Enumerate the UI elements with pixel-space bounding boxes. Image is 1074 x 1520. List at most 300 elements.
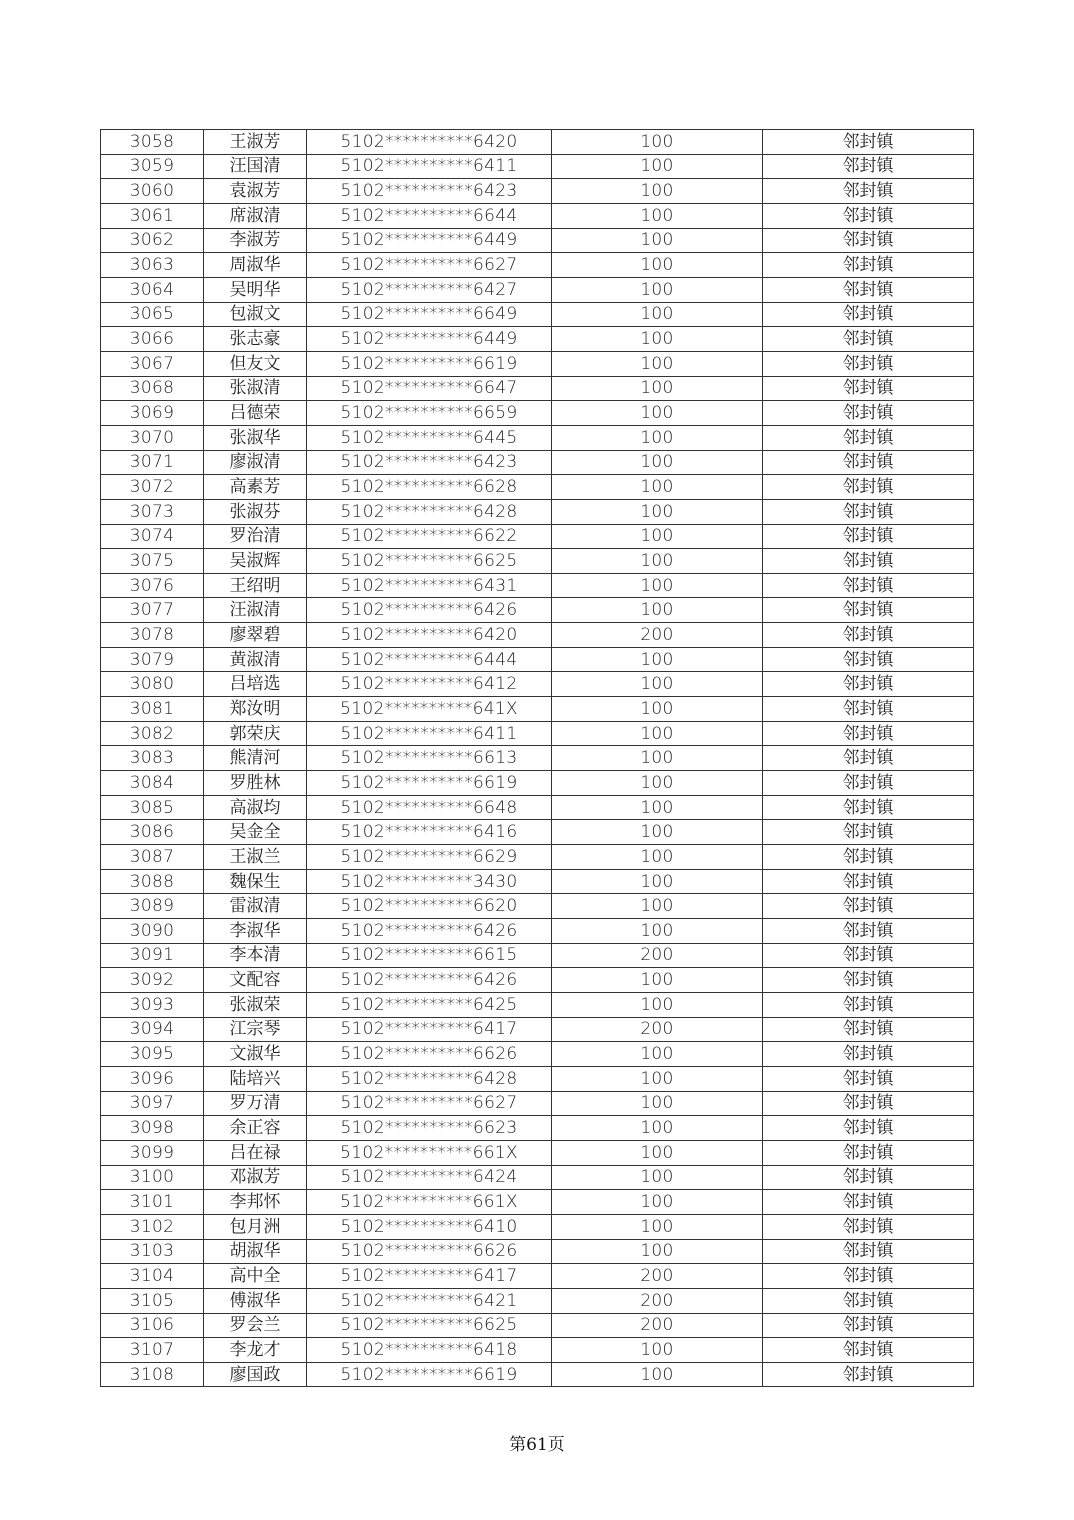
id-number-cell: 5102**********6421 (307, 1288, 552, 1313)
amount-cell: 100 (552, 475, 763, 500)
row-number-cell: 3072 (101, 475, 204, 500)
town-cell: 邻封镇 (763, 203, 974, 228)
town-cell: 邻封镇 (763, 771, 974, 796)
table-row (101, 919, 974, 944)
id-number-cell: 5102**********6410 (307, 1214, 552, 1239)
name-cell: 罗万清 (204, 1091, 307, 1116)
name-cell: 文淑华 (204, 1042, 307, 1067)
name-cell: 吕培选 (204, 672, 307, 697)
id-number-cell: 5102**********6423 (307, 450, 552, 475)
amount-cell: 100 (552, 228, 763, 253)
name-cell: 张志豪 (204, 327, 307, 352)
id-number-cell: 5102**********6644 (307, 203, 552, 228)
town-cell: 邻封镇 (763, 672, 974, 697)
table-row (101, 968, 974, 993)
amount-cell: 100 (552, 154, 763, 179)
amount-cell: 100 (552, 795, 763, 820)
row-number-cell: 3099 (101, 1140, 204, 1165)
amount-cell: 100 (552, 1214, 763, 1239)
row-number-cell: 3068 (101, 376, 204, 401)
amount-cell: 100 (552, 672, 763, 697)
amount-cell: 100 (552, 1042, 763, 1067)
town-cell: 邻封镇 (763, 1362, 974, 1387)
id-number-cell: 5102**********6648 (307, 795, 552, 820)
town-cell: 邻封镇 (763, 179, 974, 204)
amount-cell: 100 (552, 845, 763, 870)
town-cell: 邻封镇 (763, 253, 974, 278)
row-number-cell: 3084 (101, 771, 204, 796)
row-number-cell: 3095 (101, 1042, 204, 1067)
row-number-cell: 3108 (101, 1362, 204, 1387)
name-cell: 吴金全 (204, 820, 307, 845)
table-row (101, 425, 974, 450)
id-number-cell: 5102**********6416 (307, 820, 552, 845)
table-row (101, 154, 974, 179)
name-cell: 罗会兰 (204, 1313, 307, 1338)
name-cell: 李龙才 (204, 1338, 307, 1363)
amount-cell: 100 (552, 869, 763, 894)
name-cell: 李淑华 (204, 919, 307, 944)
row-number-cell: 3094 (101, 1017, 204, 1042)
name-cell: 汪国清 (204, 154, 307, 179)
table-row (101, 1214, 974, 1239)
name-cell: 吕在禄 (204, 1140, 307, 1165)
table-row (101, 1165, 974, 1190)
row-number-cell: 3067 (101, 351, 204, 376)
amount-cell: 100 (552, 968, 763, 993)
name-cell: 王淑兰 (204, 845, 307, 870)
table-row (101, 771, 974, 796)
amount-cell: 200 (552, 1313, 763, 1338)
id-number-cell: 5102**********6418 (307, 1338, 552, 1363)
id-number-cell: 5102**********6431 (307, 573, 552, 598)
id-number-cell: 5102**********6629 (307, 845, 552, 870)
amount-cell: 100 (552, 277, 763, 302)
table-row (101, 1116, 974, 1141)
name-cell: 席淑清 (204, 203, 307, 228)
amount-cell: 100 (552, 598, 763, 623)
table-row (101, 1288, 974, 1313)
id-number-cell: 5102**********6622 (307, 524, 552, 549)
table-row (101, 1042, 974, 1067)
amount-cell: 200 (552, 1017, 763, 1042)
table-row (101, 672, 974, 697)
table-row (101, 327, 974, 352)
id-number-cell: 5102**********6411 (307, 154, 552, 179)
table-row (101, 894, 974, 919)
town-cell: 邻封镇 (763, 499, 974, 524)
amount-cell: 100 (552, 1116, 763, 1141)
name-cell: 邓淑芳 (204, 1165, 307, 1190)
town-cell: 邻封镇 (763, 277, 974, 302)
town-cell: 邻封镇 (763, 894, 974, 919)
id-number-cell: 5102**********6647 (307, 376, 552, 401)
row-number-cell: 3059 (101, 154, 204, 179)
row-number-cell: 3079 (101, 647, 204, 672)
table-row (101, 647, 974, 672)
table-row (101, 943, 974, 968)
name-cell: 袁淑芳 (204, 179, 307, 204)
id-number-cell: 5102**********6425 (307, 992, 552, 1017)
id-number-cell: 5102**********6620 (307, 894, 552, 919)
town-cell: 邻封镇 (763, 623, 974, 648)
name-cell: 罗胜林 (204, 771, 307, 796)
town-cell: 邻封镇 (763, 795, 974, 820)
id-number-cell: 5102**********6659 (307, 401, 552, 426)
amount-cell: 100 (552, 524, 763, 549)
row-number-cell: 3076 (101, 573, 204, 598)
row-number-cell: 3069 (101, 401, 204, 426)
table-row (101, 228, 974, 253)
row-number-cell: 3063 (101, 253, 204, 278)
id-number-cell: 5102**********6427 (307, 277, 552, 302)
amount-cell: 100 (552, 130, 763, 155)
row-number-cell: 3090 (101, 919, 204, 944)
town-cell: 邻封镇 (763, 1214, 974, 1239)
name-cell: 陆培兴 (204, 1066, 307, 1091)
amount-cell: 100 (552, 499, 763, 524)
table-row (101, 746, 974, 771)
amount-cell: 100 (552, 820, 763, 845)
row-number-cell: 3086 (101, 820, 204, 845)
town-cell: 邻封镇 (763, 697, 974, 722)
town-cell: 邻封镇 (763, 721, 974, 746)
table-row (101, 845, 974, 870)
table-row (101, 130, 974, 155)
town-cell: 邻封镇 (763, 425, 974, 450)
amount-cell: 200 (552, 1288, 763, 1313)
name-cell: 魏保生 (204, 869, 307, 894)
name-cell: 包淑文 (204, 302, 307, 327)
row-number-cell: 3058 (101, 130, 204, 155)
town-cell: 邻封镇 (763, 845, 974, 870)
table-row (101, 1066, 974, 1091)
id-number-cell: 5102**********6423 (307, 179, 552, 204)
town-cell: 邻封镇 (763, 1338, 974, 1363)
table-row (101, 1313, 974, 1338)
table-row (101, 721, 974, 746)
name-cell: 张淑清 (204, 376, 307, 401)
amount-cell: 200 (552, 1264, 763, 1289)
amount-cell: 100 (552, 450, 763, 475)
town-cell: 邻封镇 (763, 1288, 974, 1313)
name-cell: 高素芳 (204, 475, 307, 500)
id-number-cell: 5102**********6411 (307, 721, 552, 746)
town-cell: 邻封镇 (763, 919, 974, 944)
id-number-cell: 5102**********6412 (307, 672, 552, 697)
town-cell: 邻封镇 (763, 943, 974, 968)
town-cell: 邻封镇 (763, 820, 974, 845)
amount-cell: 100 (552, 919, 763, 944)
row-number-cell: 3106 (101, 1313, 204, 1338)
name-cell: 廖淑清 (204, 450, 307, 475)
id-number-cell: 5102**********6424 (307, 1165, 552, 1190)
table-row (101, 795, 974, 820)
amount-cell: 100 (552, 302, 763, 327)
amount-cell: 200 (552, 623, 763, 648)
amount-cell: 100 (552, 1091, 763, 1116)
table-row (101, 623, 974, 648)
name-cell: 罗治清 (204, 524, 307, 549)
amount-cell: 100 (552, 894, 763, 919)
amount-cell: 100 (552, 573, 763, 598)
amount-cell: 100 (552, 327, 763, 352)
table-row (101, 1017, 974, 1042)
name-cell: 郭荣庆 (204, 721, 307, 746)
name-cell: 李邦怀 (204, 1190, 307, 1215)
id-number-cell: 5102**********6428 (307, 1066, 552, 1091)
amount-cell: 100 (552, 351, 763, 376)
id-number-cell: 5102**********6623 (307, 1116, 552, 1141)
table-row (101, 992, 974, 1017)
row-number-cell: 3087 (101, 845, 204, 870)
name-cell: 高淑均 (204, 795, 307, 820)
name-cell: 张淑芬 (204, 499, 307, 524)
town-cell: 邻封镇 (763, 992, 974, 1017)
amount-cell: 100 (552, 549, 763, 574)
town-cell: 邻封镇 (763, 549, 974, 574)
row-number-cell: 3070 (101, 425, 204, 450)
town-cell: 邻封镇 (763, 1239, 974, 1264)
amount-cell: 100 (552, 401, 763, 426)
table-row (101, 573, 974, 598)
town-cell: 邻封镇 (763, 1091, 974, 1116)
row-number-cell: 3105 (101, 1288, 204, 1313)
row-number-cell: 3073 (101, 499, 204, 524)
amount-cell: 200 (552, 943, 763, 968)
amount-cell: 100 (552, 746, 763, 771)
table-row (101, 1338, 974, 1363)
town-cell: 邻封镇 (763, 1190, 974, 1215)
amount-cell: 100 (552, 771, 763, 796)
row-number-cell: 3081 (101, 697, 204, 722)
row-number-cell: 3088 (101, 869, 204, 894)
id-number-cell: 5102**********6426 (307, 598, 552, 623)
table-row (101, 499, 974, 524)
name-cell: 文配容 (204, 968, 307, 993)
table-row (101, 450, 974, 475)
amount-cell: 100 (552, 1190, 763, 1215)
amount-cell: 100 (552, 253, 763, 278)
row-number-cell: 3062 (101, 228, 204, 253)
table-row (101, 1239, 974, 1264)
name-cell: 汪淑清 (204, 598, 307, 623)
name-cell: 吕德荣 (204, 401, 307, 426)
name-cell: 郑汝明 (204, 697, 307, 722)
id-number-cell: 5102**********6426 (307, 968, 552, 993)
row-number-cell: 3085 (101, 795, 204, 820)
name-cell: 张淑荣 (204, 992, 307, 1017)
row-number-cell: 3075 (101, 549, 204, 574)
row-number-cell: 3096 (101, 1066, 204, 1091)
id-number-cell: 5102**********6619 (307, 1362, 552, 1387)
row-number-cell: 3098 (101, 1116, 204, 1141)
name-cell: 胡淑华 (204, 1239, 307, 1264)
row-number-cell: 3089 (101, 894, 204, 919)
id-number-cell: 5102**********6417 (307, 1264, 552, 1289)
row-number-cell: 3097 (101, 1091, 204, 1116)
row-number-cell: 3104 (101, 1264, 204, 1289)
id-number-cell: 5102**********6619 (307, 771, 552, 796)
amount-cell: 100 (552, 179, 763, 204)
id-number-cell: 5102**********6627 (307, 1091, 552, 1116)
id-number-cell: 5102**********6649 (307, 302, 552, 327)
row-number-cell: 3064 (101, 277, 204, 302)
id-number-cell: 5102**********6449 (307, 228, 552, 253)
name-cell: 吴淑辉 (204, 549, 307, 574)
amount-cell: 100 (552, 1165, 763, 1190)
amount-cell: 100 (552, 1362, 763, 1387)
town-cell: 邻封镇 (763, 1165, 974, 1190)
row-number-cell: 3091 (101, 943, 204, 968)
table-row (101, 376, 974, 401)
amount-cell: 100 (552, 1338, 763, 1363)
table-row (101, 1091, 974, 1116)
name-cell: 包月洲 (204, 1214, 307, 1239)
row-number-cell: 3077 (101, 598, 204, 623)
row-number-cell: 3101 (101, 1190, 204, 1215)
amount-cell: 100 (552, 1239, 763, 1264)
table-row (101, 351, 974, 376)
town-cell: 邻封镇 (763, 1264, 974, 1289)
table-row (101, 869, 974, 894)
table-row (101, 1264, 974, 1289)
row-number-cell: 3092 (101, 968, 204, 993)
town-cell: 邻封镇 (763, 647, 974, 672)
table-row (101, 598, 974, 623)
id-number-cell: 5102**********6628 (307, 475, 552, 500)
town-cell: 邻封镇 (763, 376, 974, 401)
town-cell: 邻封镇 (763, 869, 974, 894)
amount-cell: 100 (552, 697, 763, 722)
name-cell: 李本清 (204, 943, 307, 968)
town-cell: 邻封镇 (763, 228, 974, 253)
town-cell: 邻封镇 (763, 302, 974, 327)
table-row (101, 277, 974, 302)
table-row (101, 820, 974, 845)
row-number-cell: 3103 (101, 1239, 204, 1264)
id-number-cell: 5102**********6426 (307, 919, 552, 944)
town-cell: 邻封镇 (763, 1017, 974, 1042)
id-number-cell: 5102**********6445 (307, 425, 552, 450)
town-cell: 邻封镇 (763, 968, 974, 993)
id-number-cell: 5102**********6428 (307, 499, 552, 524)
id-number-cell: 5102**********661X (307, 1140, 552, 1165)
amount-cell: 100 (552, 721, 763, 746)
table-row (101, 203, 974, 228)
row-number-cell: 3074 (101, 524, 204, 549)
name-cell: 廖翠碧 (204, 623, 307, 648)
name-cell: 黄淑清 (204, 647, 307, 672)
id-number-cell: 5102**********6626 (307, 1042, 552, 1067)
row-number-cell: 3082 (101, 721, 204, 746)
id-number-cell: 5102**********6627 (307, 253, 552, 278)
row-number-cell: 3065 (101, 302, 204, 327)
id-number-cell: 5102**********641X (307, 697, 552, 722)
row-number-cell: 3061 (101, 203, 204, 228)
name-cell: 熊清河 (204, 746, 307, 771)
town-cell: 邻封镇 (763, 130, 974, 155)
row-number-cell: 3060 (101, 179, 204, 204)
table-row (101, 302, 974, 327)
amount-cell: 100 (552, 376, 763, 401)
town-cell: 邻封镇 (763, 573, 974, 598)
amount-cell: 100 (552, 1066, 763, 1091)
amount-cell: 100 (552, 203, 763, 228)
id-number-cell: 5102**********6613 (307, 746, 552, 771)
name-cell: 王绍明 (204, 573, 307, 598)
town-cell: 邻封镇 (763, 1313, 974, 1338)
town-cell: 邻封镇 (763, 524, 974, 549)
table-row (101, 697, 974, 722)
name-cell: 周淑华 (204, 253, 307, 278)
town-cell: 邻封镇 (763, 1042, 974, 1067)
table-row (101, 475, 974, 500)
row-number-cell: 3078 (101, 623, 204, 648)
id-number-cell: 5102**********661X (307, 1190, 552, 1215)
table-row (101, 1190, 974, 1215)
row-number-cell: 3102 (101, 1214, 204, 1239)
town-cell: 邻封镇 (763, 598, 974, 623)
table-row (101, 401, 974, 426)
name-cell: 傅淑华 (204, 1288, 307, 1313)
table-row (101, 1140, 974, 1165)
town-cell: 邻封镇 (763, 746, 974, 771)
town-cell: 邻封镇 (763, 327, 974, 352)
id-number-cell: 5102**********6420 (307, 623, 552, 648)
subsidy-table (100, 129, 974, 1387)
name-cell: 江宗琴 (204, 1017, 307, 1042)
id-number-cell: 5102**********6625 (307, 549, 552, 574)
town-cell: 邻封镇 (763, 154, 974, 179)
name-cell: 余正容 (204, 1116, 307, 1141)
amount-cell: 100 (552, 992, 763, 1017)
name-cell: 李淑芳 (204, 228, 307, 253)
name-cell: 王淑芳 (204, 130, 307, 155)
name-cell: 雷淑清 (204, 894, 307, 919)
town-cell: 邻封镇 (763, 450, 974, 475)
row-number-cell: 3080 (101, 672, 204, 697)
id-number-cell: 5102**********6449 (307, 327, 552, 352)
amount-cell: 100 (552, 647, 763, 672)
id-number-cell: 5102**********6626 (307, 1239, 552, 1264)
name-cell: 张淑华 (204, 425, 307, 450)
table-body (101, 130, 974, 1387)
town-cell: 邻封镇 (763, 1066, 974, 1091)
id-number-cell: 5102**********6444 (307, 647, 552, 672)
id-number-cell: 5102**********6615 (307, 943, 552, 968)
row-number-cell: 3083 (101, 746, 204, 771)
table-row (101, 549, 974, 574)
name-cell: 廖国政 (204, 1362, 307, 1387)
town-cell: 邻封镇 (763, 1116, 974, 1141)
town-cell: 邻封镇 (763, 351, 974, 376)
row-number-cell: 3107 (101, 1338, 204, 1363)
row-number-cell: 3093 (101, 992, 204, 1017)
id-number-cell: 5102**********6417 (307, 1017, 552, 1042)
name-cell: 高中全 (204, 1264, 307, 1289)
id-number-cell: 5102**********6420 (307, 130, 552, 155)
row-number-cell: 3071 (101, 450, 204, 475)
amount-cell: 100 (552, 1140, 763, 1165)
row-number-cell: 3100 (101, 1165, 204, 1190)
subsidy-table-container (100, 129, 973, 1387)
table-row (101, 1362, 974, 1387)
id-number-cell: 5102**********6619 (307, 351, 552, 376)
row-number-cell: 3066 (101, 327, 204, 352)
table-row (101, 524, 974, 549)
table-row (101, 253, 974, 278)
